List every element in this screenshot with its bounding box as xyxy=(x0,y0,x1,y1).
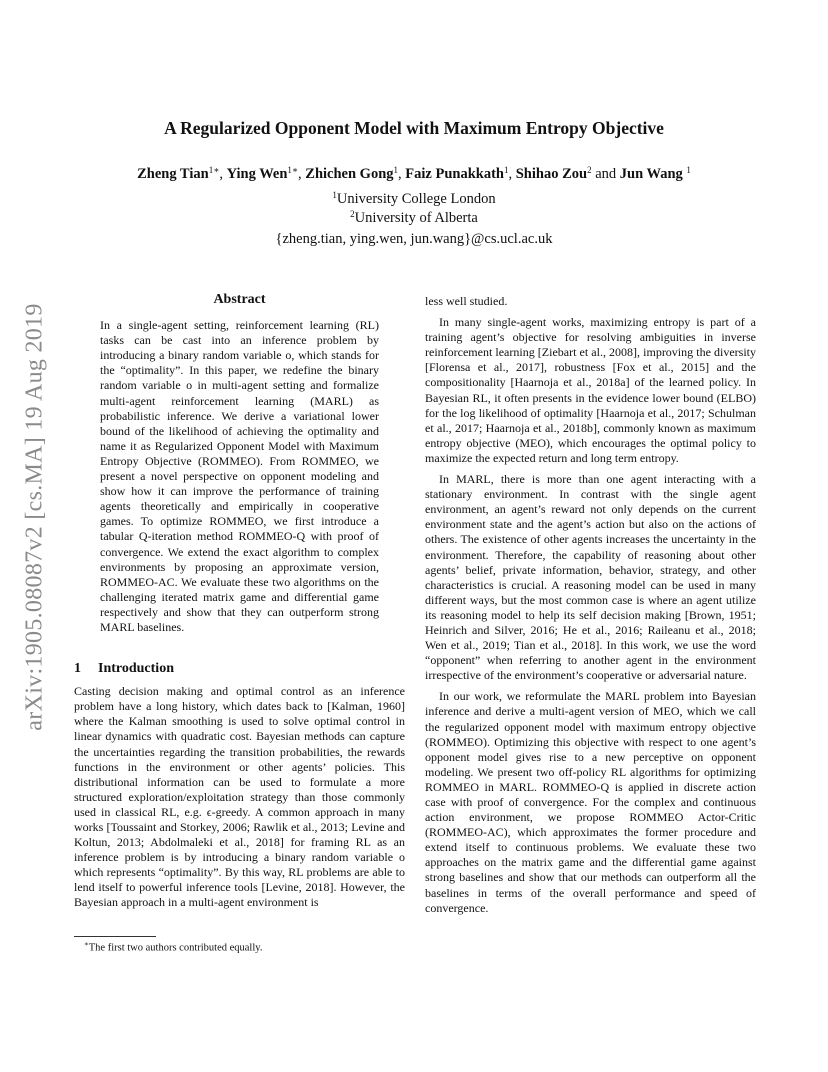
body-paragraph: In many single-agent works, maximizing entropy is part of a training agent’s objective for resolving ambiguities in inverse reinforcement learning [Ziebart et al., 2008], improving the diversity [Florensa et al., 2017], robustness [Fox et al., 2015] and the compositionality [Haarnoja et al., 2018a] of the learned policy. In Bayesian RL, it often presents in the evidence lower bound (ELBO) for the log likelihood of optimality [Haarnoja et al., 2017; Schulman et al., 2017; Haarnoja et al., 2018b], commonly known as maximum entropy objective (MEO), which encourages the optimal policy to maximize the expected return and long term entropy. xyxy=(425,315,756,465)
section-heading xyxy=(74,661,405,676)
affiliation-name: University of Alberta xyxy=(354,210,478,226)
author-name: Faiz Punakkath xyxy=(405,166,504,182)
right-column xyxy=(425,294,756,916)
arxiv-identifier: arXiv:1905.08087v2 [cs.MA] 19 Aug 2019 xyxy=(21,303,48,731)
continuation-text: less well studied. xyxy=(425,294,508,308)
author-name: Ying Wen xyxy=(226,166,288,182)
author-name: Jun Wang xyxy=(619,166,683,182)
left-column xyxy=(74,292,405,911)
abstract-body: In a single-agent setting, reinforcement learning (RL) tasks can be cast into an inference problem by introducing a binary random variable o, which stands for the “optimality”. In this paper, we redefine the binary random variable o in multi-agent setting and formalize multi-agent reinforcement learning (MARL) as probabilistic inference. We derive a variational lower bound of the likelihood of achieving the optimality and name it as Regularized Opponent Model with Maximum Entropy Objective (ROMMEO). From ROMMEO, we present a novel perspective on opponent modeling and show how it can improve the performance of training agents theoretically and empirically in cooperative games. To optimize ROMMEO, we first introduce a tabular Q-iteration method ROMMEO-Q with proof of convergence. We extend the exact algorithm to complex environments by proposing an approximate version, ROMMEO-AC. We evaluate these two algorithms on the challenging iterated matrix game and differential game respectively and show that they can outperform strong MARL baselines. xyxy=(100,318,379,634)
abstract-heading: Abstract xyxy=(213,292,266,307)
affiliation-mark: 1 xyxy=(332,190,337,200)
arxiv-sidebar xyxy=(22,272,48,762)
section-number: 1 xyxy=(74,661,81,677)
author-list: Zheng Tian$^{1∗}$, Ying Wen$^{1∗}$, Zhichen Gong$^1$, Faiz Punakkath$^1$, Shihao Zou$^2$ and Jun Wang $^1$ xyxy=(137,165,691,182)
footnote-mark: ∗ xyxy=(84,940,89,948)
and-word: and xyxy=(595,166,617,182)
paper-title: A Regularized Opponent Model with Maximum Entropy Objective xyxy=(164,118,664,138)
section-title: Introduction xyxy=(98,661,174,677)
footnote-text: The first two authors contributed equally. xyxy=(88,942,263,954)
affiliation xyxy=(0,190,828,208)
introduction-paragraph: Casting decision making and optimal control as an inference problem have a long history, which dates back to [Kalman, 1960] where the Kalman smoothing is used to solve optimal control in linear dynamics with quadratic cost. Bayesian methods can capture the uncertainties regarding the transition probabilities, the rewards functions in the environment or other agents’ policies. This distributional information can be used to formulate a more structured exploration/exploitation strategy than those commonly used in classical RL, e.g. ϵ-greedy. A common approach in many works [Toussaint and Storkey, 2006; Rawlik et al., 2013; Levine and Koltun, 2013; Abdolmaleki et al., 2018] for framing RL as an inference problem is by introducing a binary random variable o which represents “optimality”. By this way, RL problems are able to lend itself to powerful inference tools [Levine, 2018]. However, the Bayesian approach in a multi-agent environment is xyxy=(74,684,405,910)
author-mark: 1 xyxy=(686,165,691,175)
author-name: Shihao Zou xyxy=(515,166,588,182)
author-mark: 1∗ xyxy=(208,165,220,175)
affiliation xyxy=(0,209,828,227)
author-mark: 1 xyxy=(393,165,399,175)
author-name: Zheng Tian xyxy=(137,166,209,182)
footnote-rule xyxy=(74,936,156,937)
author-name: Zhichen Gong xyxy=(305,166,394,182)
author-mark: 2 xyxy=(587,165,592,175)
body-paragraph: In our work, we reformulate the MARL problem into Bayesian inference and derive a multi-agent version of MEO, which we call the regularized opponent model with maximum entropy objective (ROMMEO). Optimizing this objective with respect to one agent’s opponent model gives rise to a new perceptive on opponent modeling. We present two off-policy RL algorithms for optimizing ROMMEO in MARL. ROMMEO-Q is applied in discrete action case with proof of convergence. For the complex and continuous action environment, we propose ROMMEO Actor-Critic (ROMMEO-AC), which approximates the former procedure and extend itself to continuous problems. We evaluate these two approaches on the matrix game and the differential game against strong baselines and show that our methods can outperform all the baselines in terms of the overall performance and speed of convergence. xyxy=(425,689,756,915)
body-paragraph: In MARL, there is more than one agent interacting with a stationary environment. In contrast with the single agent environment, an agent’s reward not only depends on the current environment state and the agent’s action but also on the actions of others. The existence of other agents increases the uncertainty in the environment. Therefore, the capability of reasoning about other agents’ belief, private information, behavior, strategy, and other characteristics is crucial. A reasoning model can be used in many different ways, but the most common case is where an agent utilize its reasoning model to help its self decision making [Brown, 1951; Heinrich and Silver, 2016; He et al., 2016; Raileanu et al., 2018; Wen et al., 2019; Tian et al., 2018]. In this work, we use the word “opponent” when referring to another agent in the environment irrespective of the environment’s cooperative or adversarial nature. xyxy=(425,472,756,683)
author-mark: 1∗ xyxy=(287,165,299,175)
author-emails: {zheng.tian, ying.wen, jun.wang}@cs.ucl.ac.uk xyxy=(275,231,553,247)
author-mark: 1 xyxy=(503,165,509,175)
affiliation-mark: 2 xyxy=(350,209,355,219)
footnote xyxy=(84,940,262,954)
affiliation-name: University College London xyxy=(336,191,496,207)
